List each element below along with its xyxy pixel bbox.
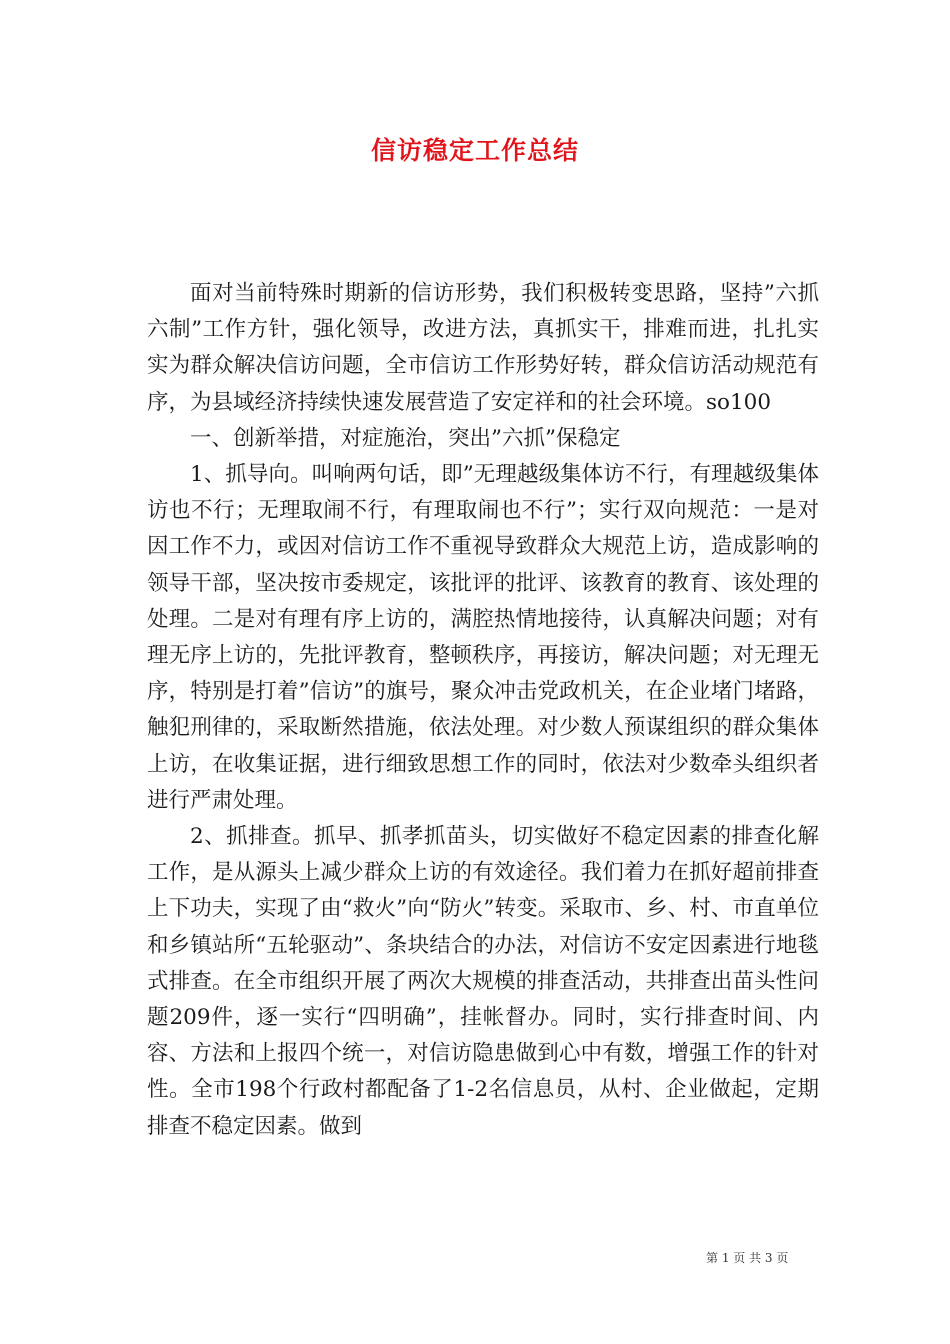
document-title: 信访稳定工作总结: [370, 136, 579, 165]
item-1-paragraph: 1、抓导向。叫响两句话，即”无理越级集体访不行，有理越级集体访也不行；无理取闹不行，有理取闹也不行”；实行双向规范：一是对因工作不力，或因对信访工作不重视导致群众大规范上访，造成影响的领导干部，坚决按市委规定，该批评的批评、该教育的教育、该处理的处理。二是对有理有序上访的，满腔热情地接待，认真解决问题；对有理无序上访的，先批评教育，整顿秩序，再接访，解决问题；对无理无序，特别是打着”信访”的旗号，聚众冲击党政机关，在企业堵门堵路，触犯刑律的，采取断然措施，依法处理。对少数人预谋组织的群众集体上访，在收集证据，进行细致思想工作的同时，依法对少数牵头组织者进行严肃处理。: [147, 462, 819, 813]
intro-paragraph: 面对当前特殊时期新的信访形势，我们积极转变思路，坚持”六抓六制”工作方针，强化领导，改进方法，真抓实干，排难而进，扎扎实实为群众解决信访问题，全市信访工作形势好转，群众信访活动规范有序，为县域经济持续快速发展营造了安定祥和的社会环境。so100: [147, 281, 819, 415]
section-heading: 一、创新举措，对症施治，突出”六抓”保稳定: [190, 425, 621, 451]
page-number: 第 1 页 共 3 页: [706, 1251, 789, 1265]
item-2-paragraph: 2、抓排查。抓早、抓孝抓苗头，切实做好不稳定因素的排查化解工作，是从源头上减少群众上访的有效途径。我们着力在抓好超前排查上下功夫，实现了由“救火”向“防火”转变。采取市、乡、村、市直单位和乡镇站所“五轮驱动”、条块结合的办法，对信访不安定因素进行地毯式排查。在全市组织开展了两次大规模的排查活动，共排查出苗头性问题209件，逐一实行“四明确”，挂帐督办。同时，实行排查时间、内容、方法和上报四个统一，对信访隐患做到心中有数，增强工作的针对性。全市198个行政村都配备了1-2名信息员，从村、企业做起，定期排查不稳定因素。做到: [147, 824, 819, 1139]
document-body: [147, 276, 819, 1145]
